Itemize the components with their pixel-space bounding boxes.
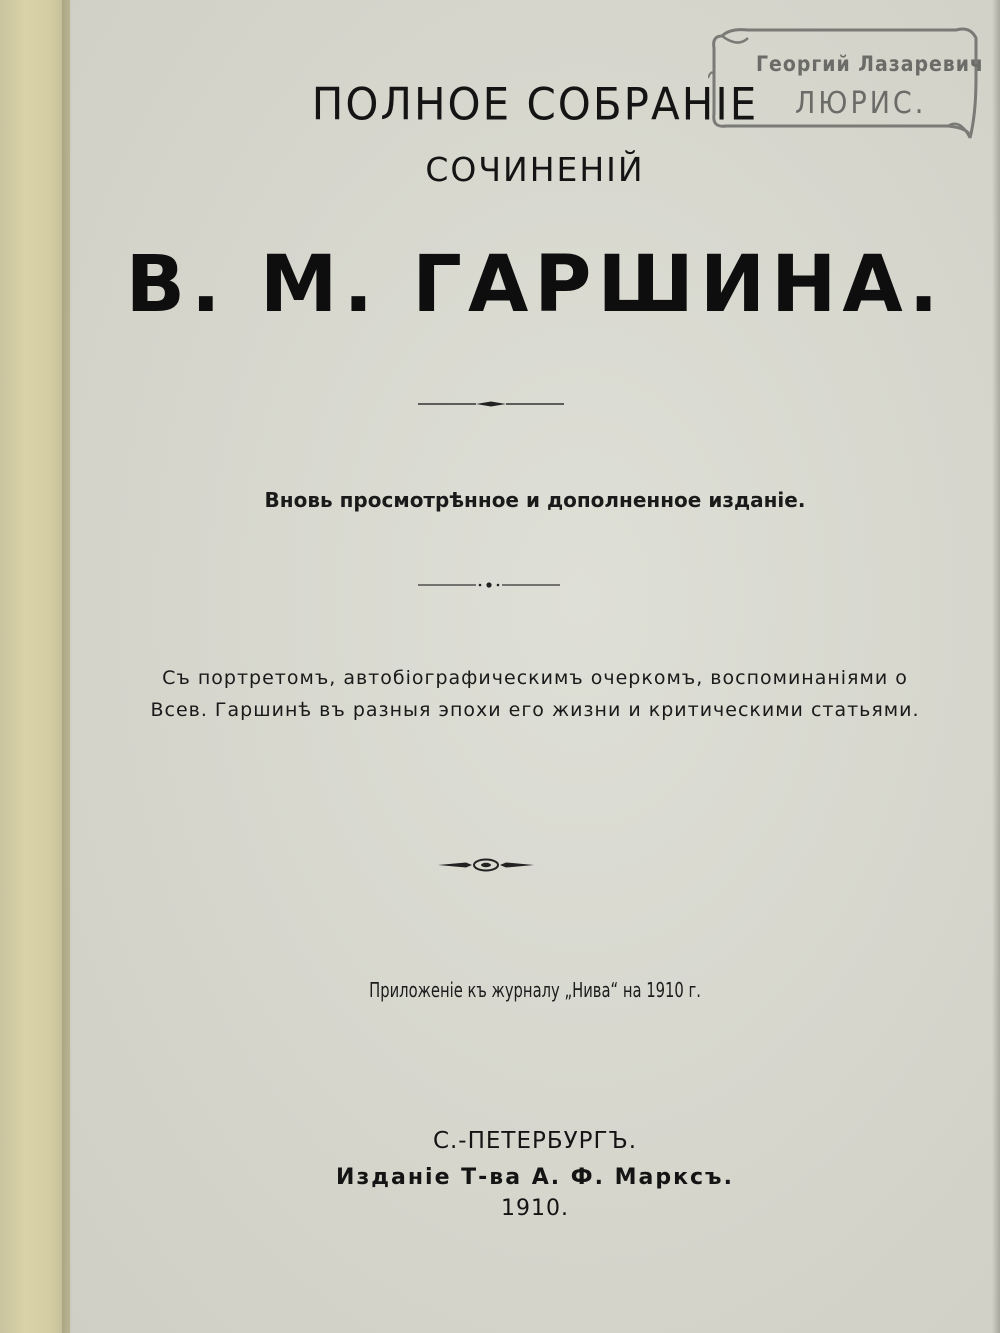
book-spine <box>0 0 70 1333</box>
ornament-divider-3 <box>438 855 534 875</box>
publisher-name: Изданiе Т-ва А. Ф. Марксъ. <box>336 1165 734 1190</box>
niva-supplement-note: Приложенiе къ журналу „Нива“ на 1910 г. <box>369 978 701 1002</box>
contents-description <box>70 662 1000 726</box>
description-line-1: Съ портретомъ, автобiографическимъ очеркомъ, воспоминанiями о <box>162 667 908 689</box>
title-line-1: ПОЛНОЕ СОБРАНIЕ <box>311 78 759 131</box>
ornament-divider-2 <box>418 578 560 592</box>
description-line-2: Всев. Гаршинѣ въ разныя эпохи его жизни и критическими статьями. <box>150 699 920 721</box>
publication-city: С.-ПЕТЕРБУРГЪ. <box>432 1128 638 1154</box>
stamp-owner-surname: ЛЮРИС. <box>795 86 927 121</box>
publication-year: 1910. <box>501 1196 569 1221</box>
ornament-divider-1 <box>418 397 564 411</box>
stamp-owner-name: Георгий Лазаревич <box>756 52 984 76</box>
edition-subtitle: Вновь просмотрѣнное и дополненное изданiе. <box>264 488 806 512</box>
title-line-2: СОЧИНЕНIЙ <box>425 150 645 189</box>
author-name: В. М. ГАРШИНА. <box>125 240 945 330</box>
